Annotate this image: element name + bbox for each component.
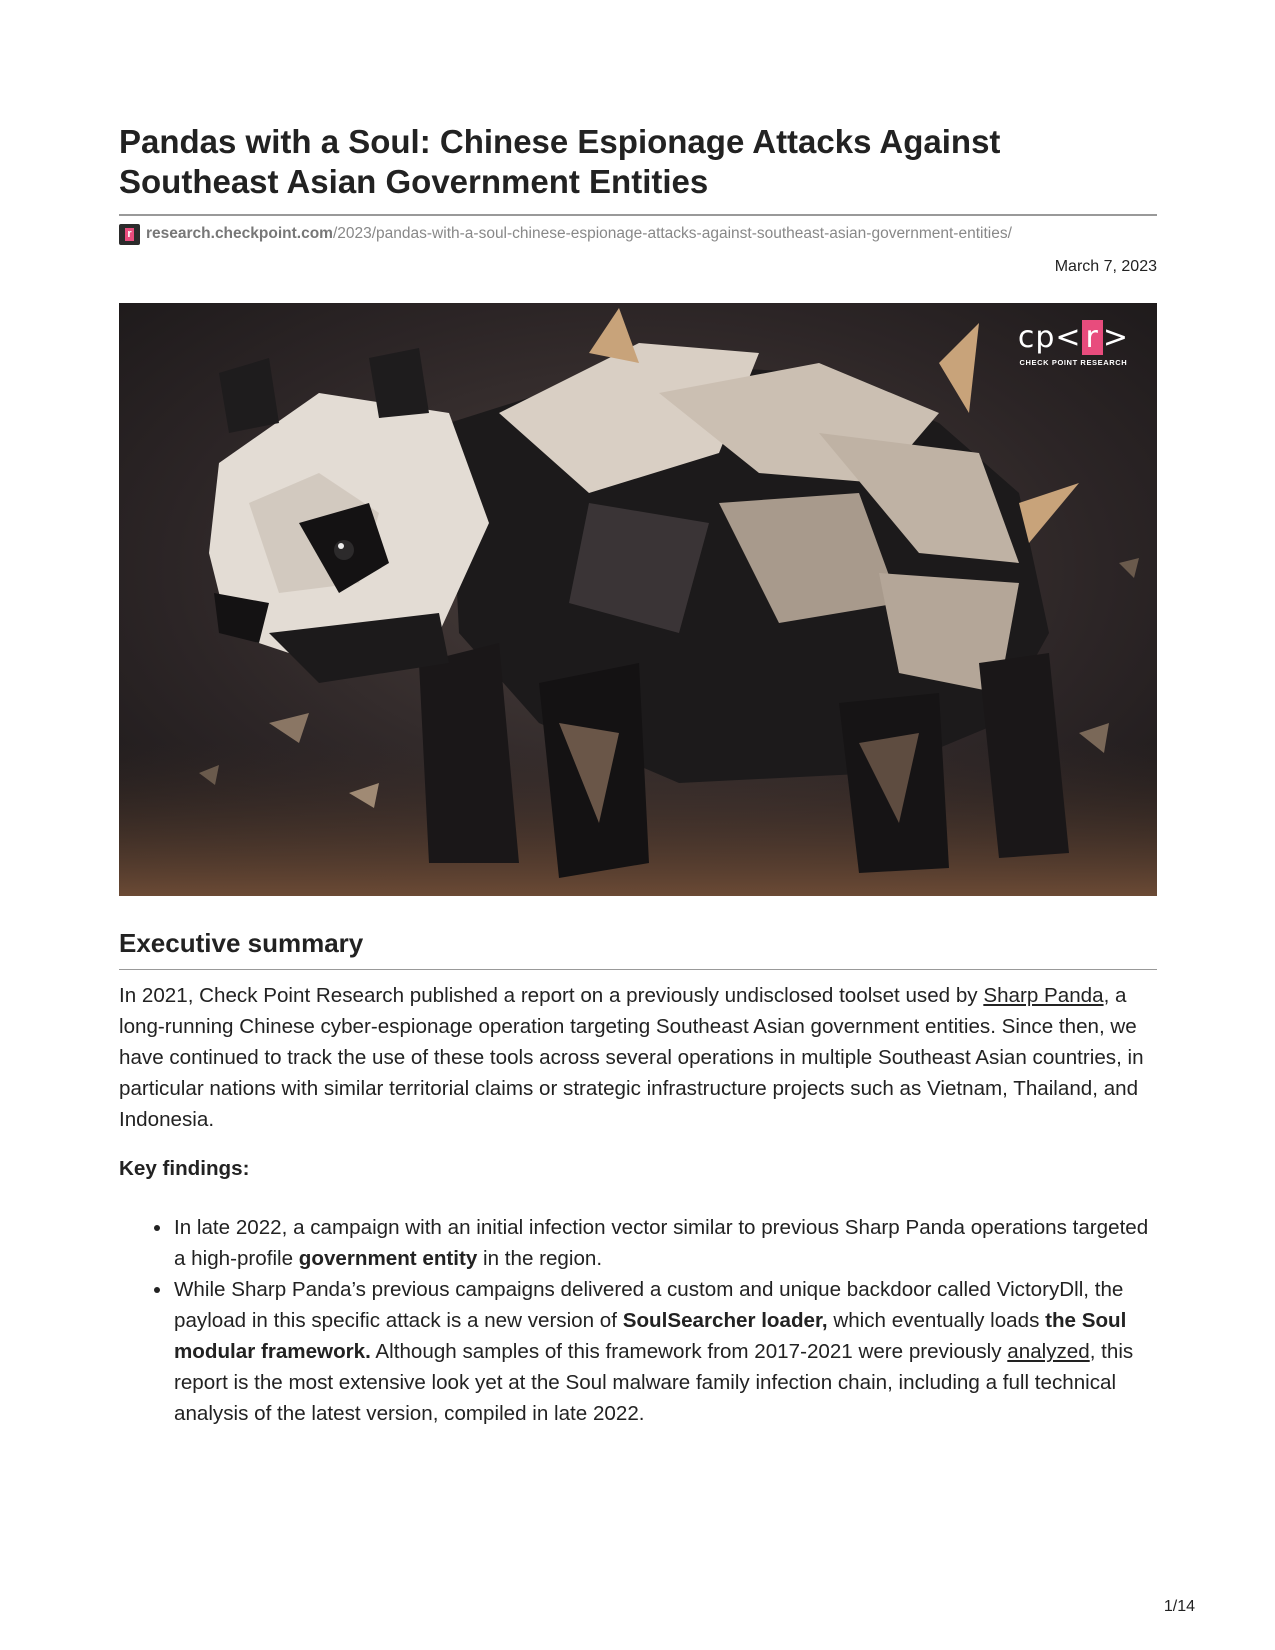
list-item: While Sharp Panda’s previous campaigns delivered a custom and unique backdoor called VictoryDll, the payload in this specific attack is a new version of SoulSearcher loader, which eventually loads the Soul modular framework. Although samples of this framework from 2017-2021 were previously analyzed, this report is the most extensive look yet at the Soul malware family infection chain, including a full technical analysis of the latest version, compiled in late 2022. xyxy=(174,1274,1159,1429)
cpr-caption: CHECK POINT RESEARCH xyxy=(1019,358,1128,367)
cpr-mark: cp< r > xyxy=(1017,320,1129,355)
title-line-1: Pandas with a Soul: Chinese Espionage Attacks Against xyxy=(119,123,1001,160)
check-point-research-logo xyxy=(1018,321,1129,367)
checkpoint-favicon-icon xyxy=(119,224,140,245)
hero-image-panda xyxy=(119,303,1157,896)
publish-date: March 7, 2023 xyxy=(1054,258,1157,275)
page-number: 1/14 xyxy=(1163,1598,1195,1615)
source-url[interactable] xyxy=(119,223,1157,245)
panda-illustration xyxy=(119,303,1157,896)
analyzed-link[interactable]: analyzed xyxy=(1007,1340,1090,1363)
section-divider xyxy=(119,969,1157,970)
list-item: In late 2022, a campaign with an initial infection vector similar to previous Sharp Panda operations targeted a high-profile government entity in the region. xyxy=(174,1212,1159,1274)
page-title xyxy=(119,122,1157,202)
favicon-glyph: r xyxy=(125,228,134,241)
source-domain: research.checkpoint.com xyxy=(146,225,333,242)
summary-paragraph: In 2021, Check Point Research published a report on a previously undisclosed toolset used by Sharp Panda, a long-running Chinese cyber-espionage operation targeting Southeast Asian government entities. Since then, we have continued to track the use of these tools across several operations in multiple Southeast Asian countries, in particular nations with similar territorial claims or strategic infrastructure projects such as Vietnam, Thailand, and Indonesia. xyxy=(119,984,1144,1131)
section-heading-executive-summary: Executive summary xyxy=(119,928,364,958)
key-findings-list xyxy=(119,1212,1159,1429)
title-divider xyxy=(119,214,1157,216)
title-line-2: Southeast Asian Government Entities xyxy=(119,163,709,200)
source-path: /2023/pandas-with-a-soul-chinese-espionage-attacks-against-southeast-asian-government-entities/ xyxy=(332,225,1012,242)
sharp-panda-link[interactable]: Sharp Panda xyxy=(983,984,1104,1007)
key-findings-heading: Key findings: xyxy=(119,1157,250,1180)
